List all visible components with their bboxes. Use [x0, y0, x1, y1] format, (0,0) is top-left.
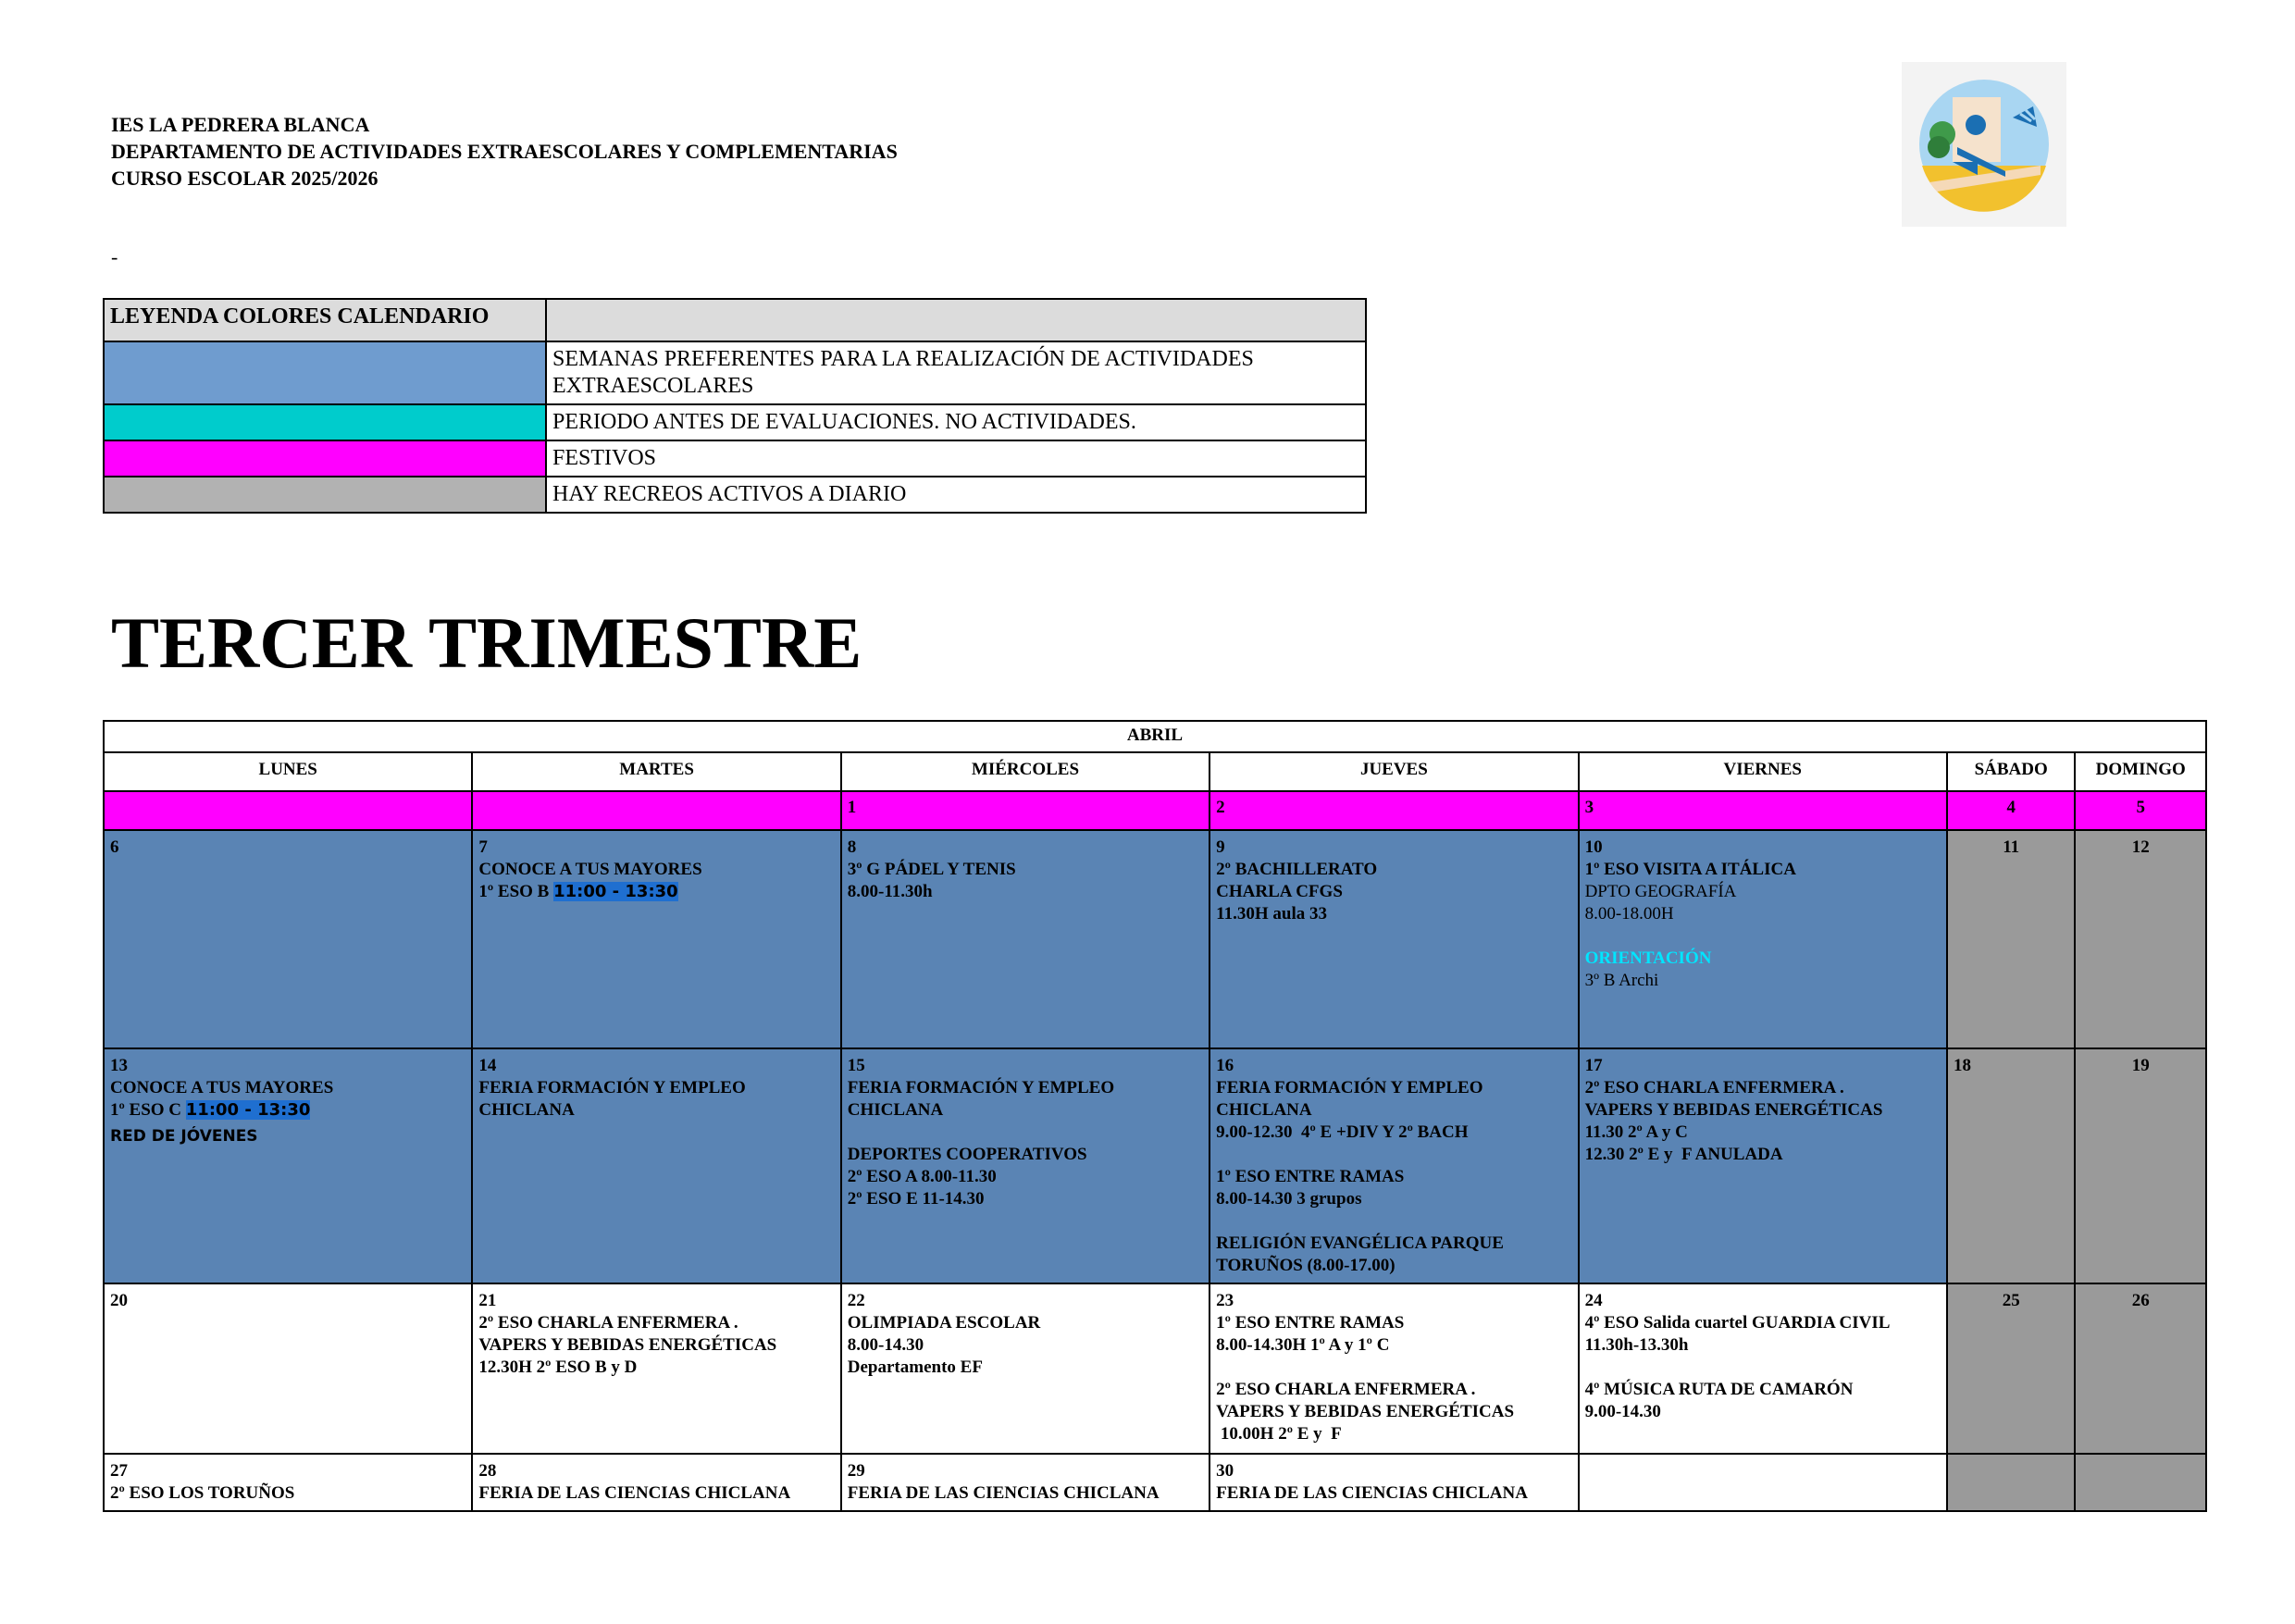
- event-line: 2º ESO CHARLA ENFERMERA .: [1216, 1380, 1476, 1399]
- day-number: 16: [1216, 1056, 1234, 1075]
- legend-row: [104, 440, 1366, 477]
- week-row: [104, 1283, 2206, 1454]
- color-legend-table: [103, 298, 1367, 514]
- weekend-cell: [1947, 1454, 2075, 1511]
- day-cell: 1: [841, 791, 1210, 830]
- spacer: [1216, 1210, 1571, 1233]
- day-cell: [1210, 1048, 1578, 1283]
- school-name: IES LA PEDRERA BLANCA: [111, 113, 370, 136]
- dash-mark: -: [111, 245, 118, 268]
- event-group: 1º ESO C: [110, 1100, 186, 1120]
- event-time-highlight: 11:00 - 13:30: [553, 882, 678, 901]
- week-row: [104, 830, 2206, 1048]
- weekday-header-row: [104, 752, 2206, 791]
- day-cell: [1210, 1283, 1578, 1454]
- day-cell: [472, 791, 840, 830]
- event-line: DPTO GEOGRAFÍA: [1584, 882, 1737, 901]
- day-cell: 3: [1579, 791, 1947, 830]
- day-number: 23: [1216, 1291, 1234, 1310]
- weekday-header: MARTES: [472, 752, 840, 791]
- event-line: FERIA FORMACIÓN Y EMPLEO: [1216, 1078, 1483, 1097]
- legend-swatch-grey: [104, 477, 546, 513]
- week-row: [104, 1048, 2206, 1283]
- weekday-header: VIERNES: [1579, 752, 1947, 791]
- event-line: 1º ESO ENTRE RAMAS: [1216, 1313, 1405, 1333]
- day-number: 20: [110, 1291, 128, 1310]
- day-cell: [841, 1283, 1210, 1454]
- event-line: VAPERS Y BEBIDAS ENERGÉTICAS: [478, 1335, 777, 1355]
- event-line: CHARLA CFGS: [1216, 882, 1343, 901]
- event-line: CONOCE A TUS MAYORES: [110, 1078, 334, 1097]
- weekend-cell: 11: [1947, 830, 2075, 1048]
- day-number: 13: [110, 1056, 128, 1075]
- event-line: 8.00-11.30h: [847, 882, 933, 901]
- day-number: 14: [478, 1056, 497, 1075]
- weekday-header: LUNES: [104, 752, 472, 791]
- event-line: 11.30H aula 33: [1216, 904, 1327, 924]
- day-cell: 5: [2075, 791, 2206, 830]
- week-row: [104, 1454, 2206, 1511]
- day-cell: [1579, 1454, 1947, 1511]
- legend-swatch-blue: [104, 341, 546, 404]
- april-calendar: [103, 720, 2207, 1512]
- trimester-title: TERCER TRIMESTRE: [111, 602, 862, 683]
- event-line: 8.00-14.30H 1º A y 1º C: [1216, 1335, 1390, 1355]
- day-number: 22: [847, 1291, 865, 1310]
- spacer: [1216, 1144, 1571, 1166]
- event-line: RELIGIÓN EVANGÉLICA PARQUE: [1216, 1233, 1504, 1253]
- spacer: [1585, 925, 1941, 948]
- event-line: 1º ESO VISITA A ITÁLICA: [1584, 860, 1796, 879]
- weekday-header: SÁBADO: [1947, 752, 2075, 791]
- month-row: [104, 721, 2206, 752]
- spacer: [848, 1122, 1203, 1144]
- day-number: 6: [110, 837, 119, 857]
- event-line: 8.00-14.30: [847, 1335, 924, 1355]
- event-time-highlight: 11:00 - 13:30: [185, 1100, 311, 1120]
- day-cell: [1579, 1048, 1947, 1283]
- legend-row: [104, 477, 1366, 513]
- weekday-header: JUEVES: [1210, 752, 1578, 791]
- week-row-holidays: [104, 791, 2206, 830]
- day-number: 29: [847, 1461, 865, 1481]
- event-line: 2º ESO A 8.00-11.30: [847, 1167, 997, 1186]
- weekend-cell: 18: [1947, 1048, 2075, 1283]
- event-line: 12.30H 2º ESO B y D: [478, 1357, 638, 1377]
- day-cell: [472, 1454, 840, 1511]
- day-number: 15: [847, 1056, 865, 1075]
- event-line: 2º ESO E 11-14.30: [847, 1189, 985, 1209]
- day-cell: [841, 1454, 1210, 1511]
- event-line: CHICLANA: [1216, 1100, 1312, 1120]
- day-cell: 4: [1947, 791, 2075, 830]
- weekend-cell: [2075, 1454, 2206, 1511]
- event-line: CHICLANA: [478, 1100, 575, 1120]
- event-group: 1º ESO B: [478, 882, 554, 901]
- day-cell: [472, 1048, 840, 1283]
- day-number: 10: [1584, 837, 1603, 857]
- event-line: FERIA DE LAS CIENCIAS CHICLANA: [847, 1483, 1160, 1503]
- event-line: VAPERS Y BEBIDAS ENERGÉTICAS: [1584, 1100, 1883, 1120]
- spacer: [1216, 1357, 1571, 1379]
- event-line: 1º ESO ENTRE RAMAS: [1216, 1167, 1405, 1186]
- event-line: 11.30h-13.30h: [1584, 1335, 1689, 1355]
- legend-text: SEMANAS PREFERENTES PARA LA REALIZACIÓN DE ACTIVIDADES EXTRAESCOLARES: [546, 341, 1366, 404]
- spacer: [1585, 1357, 1941, 1379]
- legend-text: PERIODO ANTES DE EVALUACIONES. NO ACTIVIDADES.: [546, 404, 1366, 440]
- day-cell: 2: [1210, 791, 1578, 830]
- legend-swatch-magenta: [104, 440, 546, 477]
- event-line: 9.00-12.30 4º E +DIV Y 2º BACH: [1216, 1122, 1469, 1142]
- event-line: DEPORTES COOPERATIVOS: [847, 1145, 1087, 1164]
- department-name: DEPARTAMENTO DE ACTIVIDADES EXTRAESCOLARES Y COMPLEMENTARIAS: [111, 140, 898, 163]
- event-line: [110, 1099, 465, 1122]
- day-number: 21: [478, 1291, 497, 1310]
- event-line: 11.30 2º A y C: [1584, 1122, 1688, 1142]
- event-line: 8.00-14.30 3 grupos: [1216, 1189, 1362, 1209]
- day-number: 27: [110, 1461, 128, 1481]
- event-line: Departamento EF: [847, 1357, 983, 1377]
- event-line: 4º MÚSICA RUTA DE CAMARÓN: [1584, 1380, 1854, 1399]
- month-name: ABRIL: [104, 721, 2206, 752]
- event-line: TORUÑOS (8.00-17.00): [1216, 1256, 1396, 1275]
- event-line-orientation: ORIENTACIÓN: [1584, 948, 1712, 968]
- day-cell: [1210, 830, 1578, 1048]
- weekend-cell: 19: [2075, 1048, 2206, 1283]
- day-cell: [104, 1283, 472, 1454]
- legend-row: [104, 341, 1366, 404]
- day-number: 28: [478, 1461, 497, 1481]
- event-line: 2º ESO CHARLA ENFERMERA .: [1584, 1078, 1844, 1097]
- day-cell: [472, 830, 840, 1048]
- day-cell: [1579, 1283, 1947, 1454]
- weekend-cell: 26: [2075, 1283, 2206, 1454]
- event-line: 10.00H 2º E y F: [1216, 1424, 1342, 1444]
- event-line: 8.00-18.00H: [1584, 904, 1674, 924]
- day-cell: [104, 1048, 472, 1283]
- school-logo: [1902, 62, 2066, 227]
- weekday-header: MIÉRCOLES: [841, 752, 1210, 791]
- legend-header-row: [104, 299, 1366, 341]
- day-cell: [1210, 1454, 1578, 1511]
- event-line: 3º B Archi: [1584, 971, 1659, 990]
- event-line: OLIMPIADA ESCOLAR: [847, 1313, 1041, 1333]
- event-line: FERIA FORMACIÓN Y EMPLEO: [478, 1078, 746, 1097]
- event-line: CONOCE A TUS MAYORES: [478, 860, 702, 879]
- day-cell: [472, 1283, 840, 1454]
- day-cell: [841, 1048, 1210, 1283]
- event-line: FERIA FORMACIÓN Y EMPLEO: [847, 1078, 1115, 1097]
- weekend-cell: 25: [1947, 1283, 2075, 1454]
- day-number: 8: [847, 837, 857, 857]
- day-cell: [104, 791, 472, 830]
- legend-swatch-cyan: [104, 404, 546, 440]
- legend-text: HAY RECREOS ACTIVOS A DIARIO: [546, 477, 1366, 513]
- event-line: 3º G PÁDEL Y TENIS: [847, 860, 1016, 879]
- event-line: [478, 881, 834, 903]
- legend-text: FESTIVOS: [546, 440, 1366, 477]
- day-cell: [1579, 830, 1947, 1048]
- legend-header-blank: [546, 299, 1366, 341]
- day-cell: [841, 830, 1210, 1048]
- legend-row: [104, 404, 1366, 440]
- event-line: VAPERS Y BEBIDAS ENERGÉTICAS: [1216, 1402, 1515, 1421]
- day-number: 9: [1216, 837, 1225, 857]
- day-number: 7: [478, 837, 488, 857]
- event-line: RED DE JÓVENES: [110, 1127, 258, 1146]
- weekday-header: DOMINGO: [2075, 752, 2206, 791]
- school-year: CURSO ESCOLAR 2025/2026: [111, 167, 378, 190]
- day-cell: [104, 1454, 472, 1511]
- day-number: 30: [1216, 1461, 1234, 1481]
- event-line: 12.30 2º E y F ANULADA: [1584, 1145, 1783, 1164]
- legend-title: LEYENDA COLORES CALENDARIO: [104, 299, 546, 341]
- event-line: FERIA DE LAS CIENCIAS CHICLANA: [478, 1483, 791, 1503]
- event-line: 2º BACHILLERATO: [1216, 860, 1378, 879]
- weekend-cell: 12: [2075, 830, 2206, 1048]
- event-line: 2º ESO LOS TORUÑOS: [110, 1483, 295, 1503]
- event-line: FERIA DE LAS CIENCIAS CHICLANA: [1216, 1483, 1528, 1503]
- event-line: 9.00-14.30: [1584, 1402, 1661, 1421]
- document-header: [111, 111, 898, 192]
- day-cell: [104, 830, 472, 1048]
- day-number: 24: [1584, 1291, 1603, 1310]
- day-number: 17: [1584, 1056, 1603, 1075]
- event-line: CHICLANA: [847, 1100, 944, 1120]
- event-line: 2º ESO CHARLA ENFERMERA .: [478, 1313, 738, 1333]
- event-line: 4º ESO Salida cuartel GUARDIA CIVIL: [1584, 1313, 1891, 1333]
